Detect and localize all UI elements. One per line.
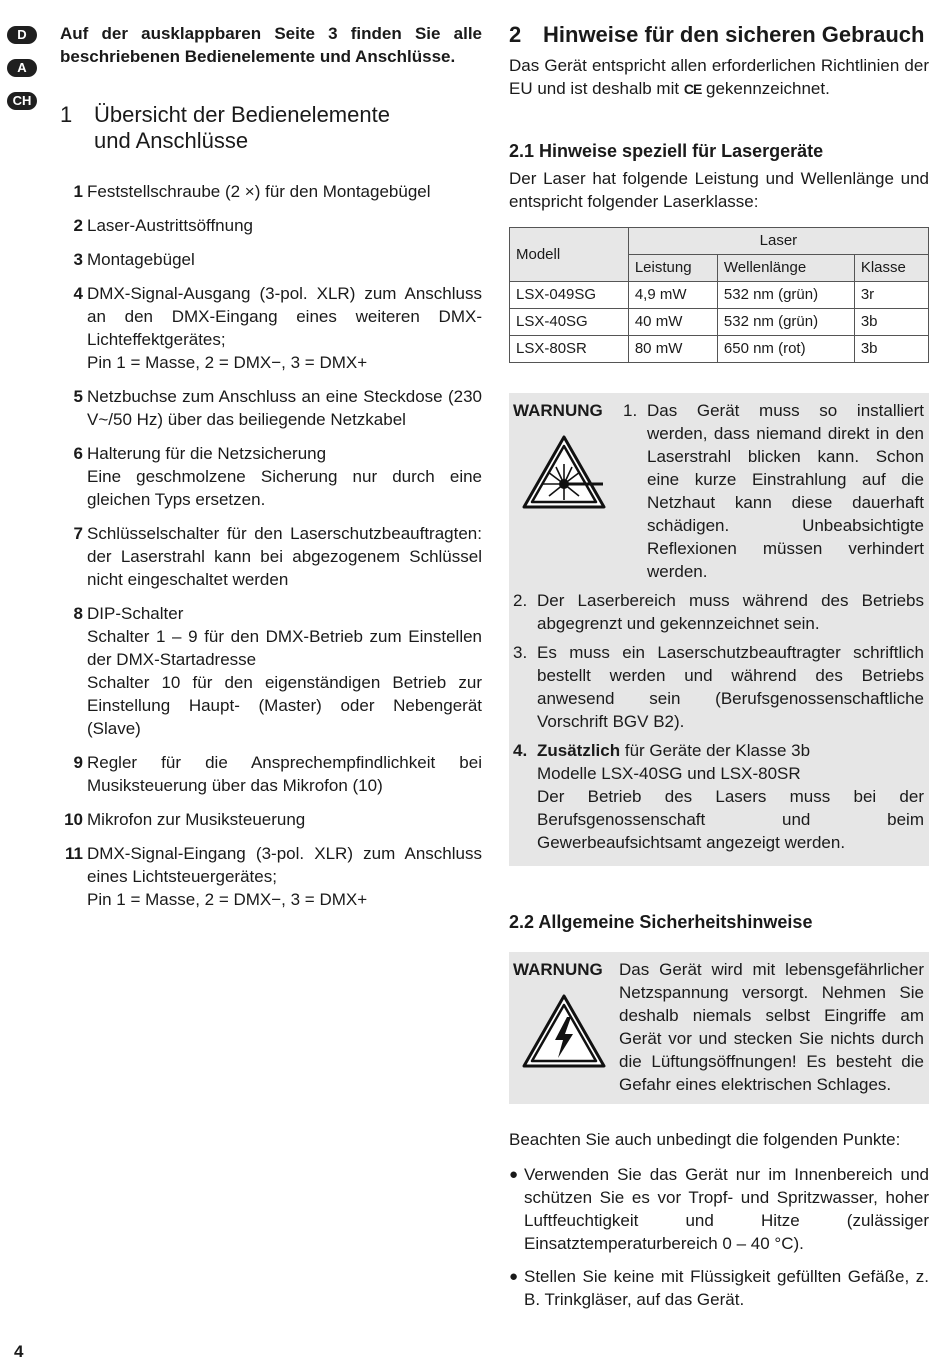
section2-heading: 2 Hinweise für den sicheren Gebrauch [509, 22, 925, 47]
list-item: 1 Feststellschraube (2 ×) für den Montagebügel [73, 182, 431, 201]
section2-2-intro: Beachten Sie auch unbedingt die folgenden Punkte: [509, 1130, 901, 1149]
list-item: 2 Laser-Austrittsöffnung [73, 216, 253, 235]
table-row: LSX-049SG 4,9 mW 532 nm (grün) 3r [510, 282, 929, 309]
table-header-wellenlaenge: Wellenlänge [717, 255, 854, 282]
laser-warning-icon [521, 434, 607, 510]
section1-heading [60, 102, 482, 154]
list-item: 3 Montagebügel [73, 250, 195, 269]
list-item: 3. Es muss ein Laserschutzbeauftragter schriftlich bestellt werden und während des Betriebs anwesend sein (Berufsgenossenschaftliche Vorschrift BGV B2). [513, 643, 924, 731]
table-row: LSX-80SR 80 mW 650 nm (rot) 3b [510, 336, 929, 363]
list-item: ● Verwenden Sie das Gerät nur im Innenbereich und schützen Sie es vor Tropf- und Spritzwasser, hoher Luftfeuchtigkeit und Hitze (zulässiger Einsatztemperaturbereich 0 – 40 °C). [509, 1165, 929, 1253]
safety-bullet-list [509, 1163, 929, 1311]
list-item: 8 DIP-Schalter Schalter 1 – 9 für den DMX-Betrieb zum Einstellen der DMX-Startadresse Schalter 10 für den eigenständigen Betrieb zur Einstellung Haupt- (Master) oder Nebengerät (Slave) [73, 604, 482, 738]
list-item: 4 DMX-Signal-Ausgang (3-pol. XLR) zum Anschluss an den DMX-Eingang eines weiteren DMX-Lichteffektgerätes; Pin 1 = Masse, 2 = DMX−, 3 = DMX+ [73, 284, 482, 372]
section1-title: Übersicht der Bedienelemente und Anschlüsse [94, 102, 390, 153]
page-number: 4 [14, 1342, 24, 1361]
warning-label: WARNUNG [513, 960, 603, 979]
section2-1-heading: 2.1 Hinweise speziell für Lasergeräte [509, 141, 824, 161]
language-badge-a: A [7, 59, 37, 77]
electric-warning-box [509, 952, 929, 1104]
laser-warning-list-rest [513, 589, 924, 854]
bullet-icon: ● [509, 1268, 519, 1285]
left-column [60, 22, 482, 922]
language-badges [7, 26, 39, 125]
intro-note: Auf der ausklappbaren Seite 3 finden Sie alle beschriebenen Bedienelemente und Anschlüsse. [60, 24, 482, 66]
language-badge-d: D [7, 26, 37, 44]
warning-label: WARNUNG [513, 401, 603, 420]
table-row: LSX-40SG 40 mW 532 nm (grün) 3b [510, 309, 929, 336]
list-item: 5 Netzbuchse zum Anschluss an eine Steckdose (230 V~/50 Hz) über das beiliegende Netzkabel [73, 387, 482, 429]
bullet-icon: ● [509, 1166, 519, 1183]
list-item: 2. Der Laserbereich muss während des Betriebs abgegrenzt und gekennzeichnet sein. [513, 591, 924, 633]
section2-1-text: Der Laser hat folgende Leistung und Wellenlänge und entspricht folgender Laserklasse: [509, 169, 929, 211]
table-header-leistung: Leistung [628, 255, 717, 282]
list-item: 1. Das Gerät muss so installiert werden, dass niemand direkt in den Laserstrahl blicken kann. Schon eine kurze Einstrahlung auf die Netzhaut kann diese dauerhaft schädigen. Unbeabsichtigte Reflexionen müssen verhindert werden. [623, 401, 924, 581]
table-header-laser: Laser [628, 228, 928, 255]
section2-text: Das Gerät entspricht allen erforderlichen Richtlinien der EU und ist deshalb mit CE gekennzeichnet. [509, 56, 929, 98]
laser-warning-list-first [623, 399, 924, 589]
list-item: 10 Mikrofon zur Musiksteuerung [64, 810, 306, 829]
list-item: 6 Halterung für die Netzsicherung Eine geschmolzene Sicherung nur durch eine gleichen Typs ersetzen. [73, 444, 482, 509]
electric-warning-icon [521, 993, 607, 1069]
table-header-klasse: Klasse [854, 255, 928, 282]
list-item: 11 DMX-Signal-Eingang (3-pol. XLR) zum Anschluss eines Lichtsteuergerätes; Pin 1 = Masse, 2 = DMX−, 3 = DMX+ [65, 844, 482, 909]
table-header-row [510, 228, 929, 255]
list-item: 4. Zusätzlich für Geräte der Klasse 3b Modelle LSX-40SG und LSX-80SR Der Betrieb des Lasers muss bei der Berufsgenossenschaft und beim Gewerbeaufsichtsamt angezeigt werden. [513, 741, 924, 852]
list-item: 9 Regler für die Ansprechempfindlichkeit bei Musiksteuerung über das Mikrofon (10) [73, 753, 482, 795]
laser-warning-box [509, 393, 929, 866]
list-item: 7 Schlüsselschalter für den Laserschutzbeauftragten: der Laserstrahl kann bei abgezogenem Schlüssel nicht eingeschaltet werden [73, 524, 482, 589]
right-column [509, 22, 929, 1321]
language-badge-ch: CH [7, 92, 37, 110]
list-item: ● Stellen Sie keine mit Flüssigkeit gefüllten Gefäße, z. B. Trinkgläser, auf das Gerät. [509, 1267, 929, 1309]
section2-2-heading: 2.2 Allgemeine Sicherheitshinweise [509, 912, 813, 932]
section1-number: 1 [60, 102, 73, 127]
table-header-modell: Modell [510, 228, 629, 282]
elements-list [60, 180, 482, 911]
electric-warning-text: Das Gerät wird mit lebensgefährlicher Netzspannung versorgt. Nehmen Sie deshalb niemals selbst Eingriffe am Gerät vor und stecken Sie nichts durch die Lüftungsöffnungen! Es besteht die Gefahr eines elektrischen Schlages. [619, 960, 924, 1094]
ce-mark: CE [683, 81, 702, 97]
laser-table [509, 227, 929, 363]
